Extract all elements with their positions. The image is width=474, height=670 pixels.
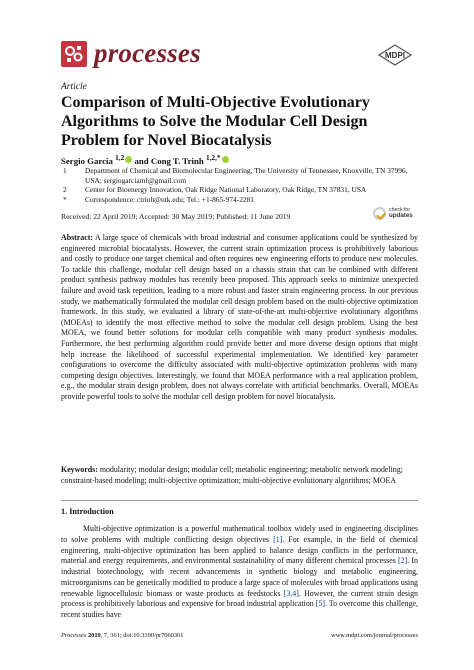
keywords-text: modularity; modular design; modular cell; metabolic engineering; metabolic network modeling; constraint-based modeling; multi-objective optimization; multi-objective evolutionary algorithms; MOEA	[61, 465, 403, 485]
keywords-label: Keywords:	[61, 465, 98, 474]
author-affiliation-mark: 1,2	[115, 153, 125, 162]
affiliation-item	[61, 166, 421, 185]
section-divider	[61, 500, 418, 501]
footer-journal-url[interactable]: www.mdpi.com/journal/processes	[331, 632, 418, 639]
footer-year: 2019	[87, 632, 101, 639]
journal-logo-icon	[61, 41, 87, 67]
author-list	[61, 153, 229, 166]
introduction-paragraph: Multi-objective optimization is a powerful mathematical toolbox widely used in engineering disciplines to solve problems with multiple conflicting design objectives [1]. For example, in the field of chemical engineering, multi-objective optimization has been applied to balance design conflicts in the performance, material and energy requirements, and environmental sustainability of many different chemical processes [2]. In industrial biotechnology, with recent advancements in synthetic biology and metabolic engineering, microorganisms can be genetically modified to produce a large space of molecules with broad applications using renewable lignocellulosic biomass or waste products as feedstocks [3,4]. However, the current strain design process is prohibitively laborious and expensive for broad industrial application [5]. To overcome this challenge, recent studies have	[61, 524, 418, 619]
abstract-label: Abstract:	[61, 233, 93, 242]
affiliations	[61, 166, 421, 204]
article-type: Article	[61, 82, 87, 92]
check-for-updates-line1: check for	[389, 207, 411, 213]
citation-link[interactable]: [3,4]	[283, 588, 299, 598]
correspondence-text[interactable]: Correspondence: ctrinh@utk.edu; Tel.: +1-865-974-2281	[85, 194, 254, 204]
publication-dates: Received: 22 April 2019; Accepted: 30 May 2019; Published: 11 June 2019	[61, 212, 291, 221]
affiliation-item	[61, 195, 421, 205]
affiliation-mark: 1	[63, 166, 67, 175]
publisher-name: MDPI	[385, 51, 405, 60]
affiliation-text: Department of Chemical and Biomolecular Engineering, The University of Tennessee, Knoxville, TN 37996, USA; sergiogarciamf@gmail.com	[85, 166, 408, 185]
author-name[interactable]: Sergio Garcia	[61, 155, 113, 166]
abstract	[61, 233, 418, 403]
footer-citation	[61, 632, 183, 639]
footer-doi[interactable]: , 7, 361; doi:10.3390/pr7060361	[100, 632, 184, 639]
mdpi-logo-icon	[378, 44, 412, 66]
keywords	[61, 465, 418, 486]
citation-link[interactable]: [1]	[273, 534, 283, 544]
abstract-text: A large space of chemicals with broad industrial and consumer applications could be synthesized by engineered microbial biocatalysts. However, the current strain optimization process is prohibitively laborious and costly to produce one target chemical and often requires new engineering efforts to produce new molecules. To tackle this challenge, modular cell design based on a chassis strain that can be combined with different product synthesis pathway modules has recently been proposed. This approach seeks to minimize unexpected failure and avoid task repetition, leading to a more robust and faster strain engineering process. In our previous study, we mathematically formulated the modular cell design problem based on the multi-objective optimization framework. In this study, we evaluated a library of state-of-the-art multi-objective evolutionary algorithms (MOEAs) to identify the most effective method to solve the modular cell design problem. Using the best MOEA, we found better solutions for modular cells compatible with many product synthesis modules. Furthermore, the best performing algorithm could provide better and more diverse design options that might help increase the likelihood of successful experimental implementation. We identified key parameter configurations to overcome the difficulty associated with multi-objective optimization problems with many competing design objectives. Interestingly, we found that MOEA performance with a real application problem, e.g., the modular strain design problem, does not always correlate with artificial benchmarks. Overall, MOEAs provide powerful tools to solve the modular cell design problem for novel biocatalysis.	[61, 233, 418, 401]
check-for-updates-icon	[373, 207, 386, 220]
citation-link[interactable]: [2]	[398, 556, 408, 566]
author-affiliation-mark: 1,2,*	[205, 153, 221, 162]
affiliation-text: Center for Bioenergy Innovation, Oak Ridge National Laboratory, Oak Ridge, TN 37831, USA	[85, 185, 367, 195]
orcid-icon[interactable]	[222, 156, 229, 163]
footer-journal: Processes	[61, 632, 87, 639]
author-conjunction: and	[134, 155, 149, 166]
section-heading: 1. Introduction	[61, 507, 114, 516]
check-for-updates-line2: updates	[389, 212, 413, 220]
citation-link[interactable]: [5]	[315, 599, 325, 609]
journal-name: processes	[94, 38, 201, 68]
check-for-updates-badge[interactable]	[373, 206, 413, 230]
affiliation-mark: *	[63, 194, 67, 204]
orcid-icon[interactable]	[125, 156, 132, 163]
paper-title: Comparison of Multi-Objective Evolutionary Algorithms to Solve the Modular Cell Design Problem for Novel Biocatalysis	[61, 94, 370, 149]
affiliation-mark: 2	[63, 185, 67, 195]
affiliation-item	[61, 185, 421, 195]
author-name[interactable]: Cong T. Trinh	[150, 155, 204, 166]
